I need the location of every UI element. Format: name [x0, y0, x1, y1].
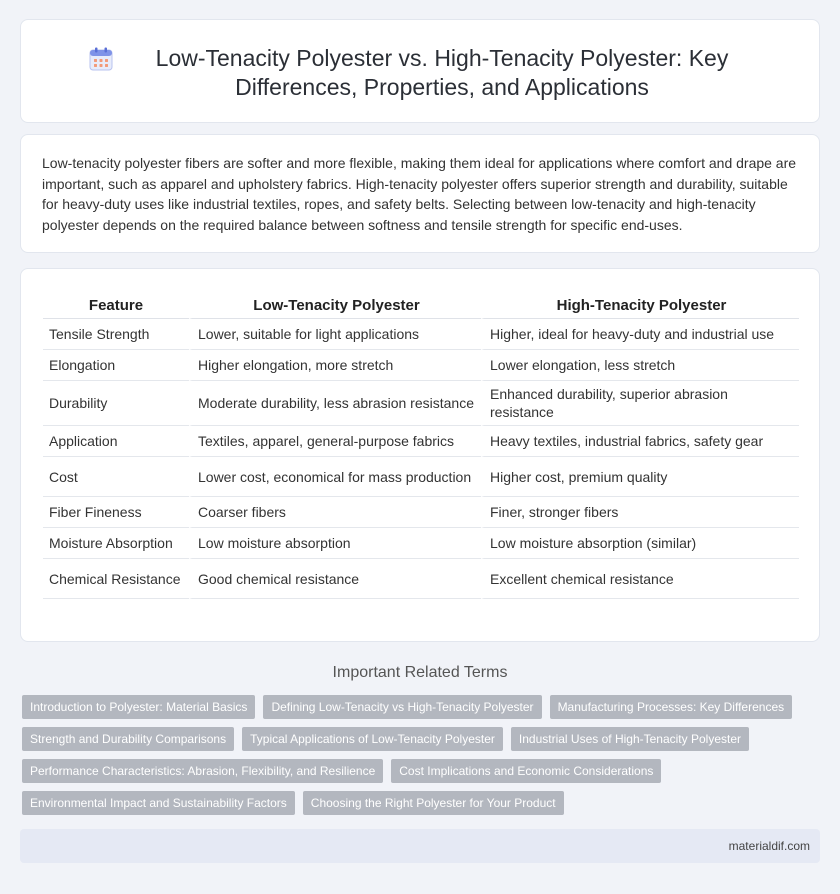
- high-tenacity-cell: Finer, stronger fibers: [481, 497, 799, 528]
- comparison-table: [43, 291, 799, 599]
- high-tenacity-cell: Heavy textiles, industrial fabrics, safety gear: [481, 426, 799, 457]
- feature-cell: Chemical Resistance: [43, 559, 189, 599]
- high-tenacity-cell: Higher cost, premium quality: [481, 457, 799, 497]
- related-term-tag[interactable]: Typical Applications of Low-Tenacity Polyester: [242, 727, 503, 751]
- table-row: [43, 559, 799, 599]
- table-row: [43, 319, 799, 350]
- low-tenacity-cell: Lower cost, economical for mass production: [189, 457, 481, 497]
- low-tenacity-cell: Moderate durability, less abrasion resistance: [189, 381, 481, 426]
- related-term-tag[interactable]: Defining Low-Tenacity vs High-Tenacity Polyester: [263, 695, 541, 719]
- high-tenacity-cell: Higher, ideal for heavy-duty and industrial use: [481, 319, 799, 350]
- high-tenacity-cell: Lower elongation, less stretch: [481, 350, 799, 381]
- feature-cell: Moisture Absorption: [43, 528, 189, 559]
- feature-cell: Application: [43, 426, 189, 457]
- low-tenacity-cell: Good chemical resistance: [189, 559, 481, 599]
- related-terms-heading: Important Related Terms: [332, 664, 508, 681]
- table-row: [43, 457, 799, 497]
- comparison-card: [20, 268, 820, 642]
- table-row: [43, 528, 799, 559]
- calendar-icon: [88, 46, 114, 72]
- header-low-tenacity: Low-Tenacity Polyester: [189, 291, 481, 319]
- page-title: Low-Tenacity Polyester vs. High-Tenacity Polyester: Key Differences, Properties, and Applications: [155, 45, 729, 100]
- related-term-tag[interactable]: Cost Implications and Economic Considerations: [391, 759, 661, 783]
- footer: [20, 829, 820, 863]
- table-row: [43, 426, 799, 457]
- intro-paragraph: Low-tenacity polyester fibers are softer and more flexible, making them ideal for applications where comfort and drape are important, such as apparel and upholstery fabrics. High-tenacity polyester offers superior strength and durability, suitable for heavy-duty uses like industrial textiles, ropes, and safety belts. Selecting between low-tenacity and high-tenacity polyester depends on the required balance between softness and tensile strength for specific end-uses.: [42, 155, 797, 233]
- feature-cell: Cost: [43, 457, 189, 497]
- low-tenacity-cell: Lower, suitable for light applications: [189, 319, 481, 350]
- low-tenacity-cell: Low moisture absorption: [189, 528, 481, 559]
- table-row: [43, 381, 799, 426]
- title-wrap: [21, 20, 819, 102]
- related-term-tag[interactable]: Environmental Impact and Sustainability Factors: [22, 791, 295, 815]
- low-tenacity-cell: Coarser fibers: [189, 497, 481, 528]
- feature-cell: Durability: [43, 381, 189, 426]
- related-term-tag[interactable]: Industrial Uses of High-Tenacity Polyester: [511, 727, 749, 751]
- related-term-tag[interactable]: Choosing the Right Polyester for Your Product: [303, 791, 564, 815]
- low-tenacity-cell: Textiles, apparel, general-purpose fabrics: [189, 426, 481, 457]
- feature-cell: Tensile Strength: [43, 319, 189, 350]
- high-tenacity-cell: Excellent chemical resistance: [481, 559, 799, 599]
- header-high-tenacity: High-Tenacity Polyester: [481, 291, 799, 319]
- table-row: [43, 497, 799, 528]
- intro-card: [20, 134, 820, 253]
- related-terms-list: [22, 695, 802, 815]
- table-header-row: [43, 291, 799, 319]
- header-feature: Feature: [43, 291, 189, 319]
- title-card: [20, 19, 820, 123]
- related-term-tag[interactable]: Strength and Durability Comparisons: [22, 727, 234, 751]
- feature-cell: Elongation: [43, 350, 189, 381]
- low-tenacity-cell: Higher elongation, more stretch: [189, 350, 481, 381]
- related-term-tag[interactable]: Introduction to Polyester: Material Basics: [22, 695, 255, 719]
- related-term-tag[interactable]: Performance Characteristics: Abrasion, Flexibility, and Resilience: [22, 759, 383, 783]
- high-tenacity-cell: Low moisture absorption (similar): [481, 528, 799, 559]
- table-row: [43, 350, 799, 381]
- feature-cell: Fiber Fineness: [43, 497, 189, 528]
- high-tenacity-cell: Enhanced durability, superior abrasion resistance: [481, 381, 799, 426]
- footer-site-link[interactable]: materialdif.com: [728, 839, 810, 853]
- related-term-tag[interactable]: Manufacturing Processes: Key Differences: [550, 695, 793, 719]
